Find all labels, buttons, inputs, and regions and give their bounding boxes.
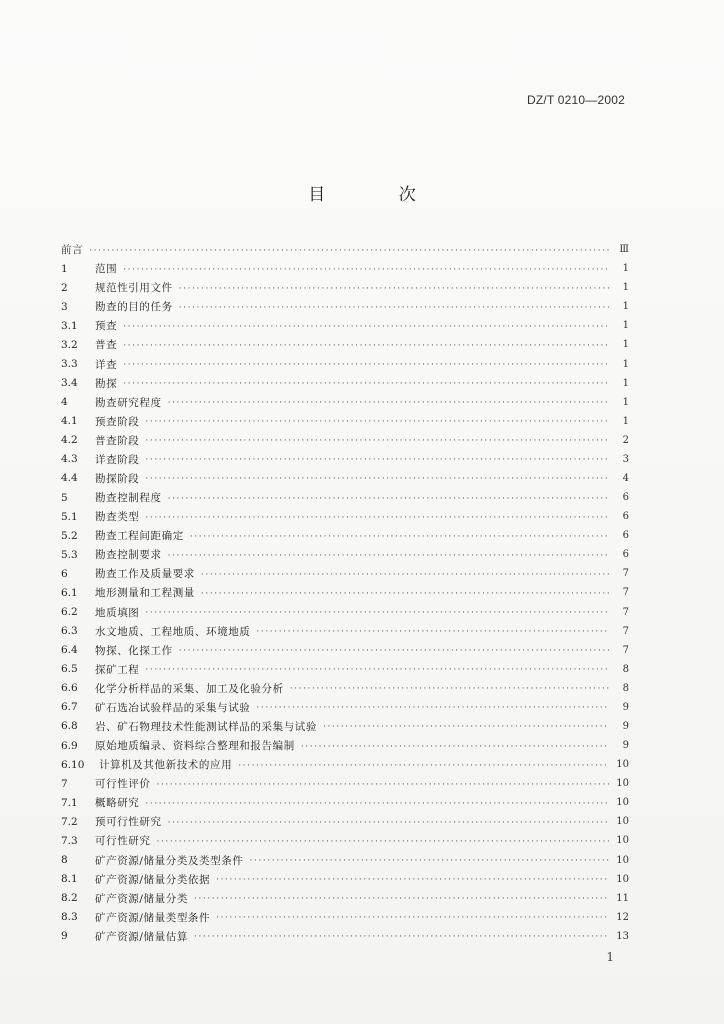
toc-entry-title: 勘查的目的任务 — [95, 301, 173, 314]
toc-dot-leader — [145, 513, 609, 523]
toc-dot-leader — [249, 856, 609, 866]
toc-entry-page: 1 — [622, 358, 629, 370]
toc-entry-number: 3 — [61, 300, 68, 313]
toc-entry-title: 矿产资源/储量估算 — [95, 930, 188, 943]
toc-entry-number: 6 — [61, 567, 68, 580]
toc-entry-title: 矿产资源/储量分类依据 — [95, 873, 211, 886]
toc-entry — [61, 908, 629, 927]
toc-entry-title: 可行性评价 — [95, 778, 151, 791]
toc-entry-number: 7.2 — [61, 815, 78, 828]
toc-entry-page: 4 — [622, 472, 629, 484]
toc-entry-title: 原始地质编录、资料综合整理和报告编制 — [95, 740, 295, 753]
toc-dot-leader — [190, 532, 609, 542]
toc-dot-leader — [168, 818, 609, 828]
toc-entry — [61, 564, 629, 583]
page-number: 1 — [606, 950, 614, 964]
toc-dot-leader — [216, 913, 609, 923]
toc-entry-title: 矿石选冶试验样品的采集与试验 — [95, 701, 251, 714]
toc-dot-leader — [168, 551, 609, 561]
toc-entry — [61, 526, 629, 545]
toc-entry-page: 10 — [616, 759, 629, 771]
toc-entry-page: 8 — [622, 663, 629, 675]
toc-entry — [61, 583, 629, 602]
toc-entry-page: 1 — [622, 282, 629, 294]
toc-entry-page: 6 — [622, 492, 629, 504]
toc-dot-leader — [89, 246, 609, 256]
toc-entry — [61, 316, 629, 335]
toc-entry-page: 10 — [616, 854, 629, 866]
standard-code: DZ/T 0210—2002 — [527, 93, 625, 107]
toc-entry-title: 可行性研究 — [95, 835, 151, 848]
toc-entry-title: 规范性引用文件 — [95, 282, 173, 295]
toc-entry-number: 7.3 — [61, 834, 78, 847]
toc-dot-leader — [145, 474, 609, 484]
toc-dot-leader — [301, 742, 609, 752]
toc-entry-number: 7.1 — [61, 796, 78, 809]
toc-entry-page: 3 — [622, 453, 629, 465]
toc-entry-number: 6.4 — [61, 644, 78, 657]
toc-entry — [61, 622, 629, 641]
toc-dot-leader — [216, 875, 609, 885]
toc-entry-number: 3.1 — [61, 319, 78, 332]
toc-entry — [61, 450, 629, 469]
toc-entry-title: 矿产资源/储量类型条件 — [95, 911, 211, 924]
toc-entry-number: 4.1 — [61, 415, 78, 428]
toc-entry — [61, 831, 629, 850]
toc-entry-page: 1 — [622, 415, 629, 427]
toc-entry-number: 4 — [61, 396, 68, 409]
toc-entry-title: 勘查工作及质量要求 — [95, 568, 195, 581]
toc-entry-page: 10 — [616, 835, 629, 847]
toc-entry-title: 勘查类型 — [95, 511, 140, 524]
toc-entry-number: 3.3 — [61, 358, 78, 370]
table-of-contents — [61, 240, 629, 946]
toc-entry — [61, 812, 629, 831]
toc-dot-leader — [168, 494, 609, 504]
toc-entry-title: 普查 — [95, 339, 118, 352]
toc-entry-number: 7 — [61, 777, 68, 790]
toc-dot-leader — [179, 284, 609, 294]
toc-entry — [61, 469, 629, 488]
toc-entry-title: 详查阶段 — [95, 453, 140, 466]
toc-entry-title: 矿产资源/储量分类 — [95, 892, 188, 905]
toc-entry-title: 勘探阶段 — [95, 472, 140, 485]
toc-dot-leader — [290, 684, 609, 694]
toc-entry — [61, 278, 629, 297]
toc-dot-leader — [194, 932, 609, 942]
toc-dot-leader — [256, 703, 609, 713]
toc-entry — [61, 488, 629, 507]
toc-entry-number: 1 — [61, 262, 68, 275]
toc-entry-page: 10 — [616, 816, 629, 828]
toc-entry-page: 7 — [622, 644, 629, 656]
toc-entry — [61, 335, 629, 354]
toc-dot-leader — [179, 646, 609, 656]
toc-entry-title: 化学分析样品的采集、加工及化验分析 — [95, 682, 284, 695]
toc-entry-number: 3.2 — [61, 338, 78, 351]
toc-dot-leader — [201, 570, 609, 580]
toc-entry — [61, 679, 629, 698]
toc-entry-number: 5.2 — [61, 529, 78, 542]
toc-entry-title: 普查阶段 — [95, 434, 140, 447]
toc-dot-leader — [145, 608, 609, 618]
toc-entry-number: 6.6 — [61, 682, 78, 695]
toc-dot-leader — [145, 799, 609, 809]
toc-entry-number: 8.3 — [61, 911, 78, 924]
toc-entry — [61, 755, 629, 774]
toc-entry-number: 6.10 — [61, 758, 85, 771]
toc-entry — [61, 774, 629, 793]
toc-entry-number: 8 — [61, 854, 68, 867]
toc-dot-leader — [194, 894, 609, 904]
toc-entry-page: 7 — [622, 587, 629, 599]
toc-entry-number: 6.2 — [61, 606, 78, 619]
toc-entry — [61, 354, 629, 373]
toc-dot-leader — [157, 780, 610, 790]
toc-dot-leader — [145, 417, 609, 427]
toc-dot-leader — [123, 379, 609, 389]
toc-entry — [61, 641, 629, 660]
toc-entry-title: 前言 — [61, 244, 84, 257]
toc-entry — [61, 698, 629, 717]
toc-entry — [61, 793, 629, 812]
toc-entry-page: 7 — [622, 625, 629, 637]
toc-entry — [61, 374, 629, 393]
toc-dot-leader — [145, 665, 609, 675]
toc-entry — [61, 736, 629, 755]
toc-entry-number: 5.1 — [61, 510, 78, 523]
toc-entry-page: 9 — [622, 740, 629, 752]
toc-dot-leader — [123, 322, 609, 332]
toc-entry-number: 3.4 — [61, 377, 78, 390]
toc-entry-title: 勘探 — [95, 377, 118, 390]
toc-entry-page: 8 — [622, 682, 629, 694]
toc-entry-number: 8.2 — [61, 892, 78, 905]
toc-dot-leader — [123, 360, 609, 370]
toc-entry-page: 11 — [616, 892, 629, 904]
toc-entry-page: 1 — [622, 320, 629, 332]
toc-entry-title: 矿产资源/储量分类及类型条件 — [95, 854, 244, 867]
toc-entry — [61, 889, 629, 908]
toc-entry-number: 6.9 — [61, 739, 78, 752]
toc-entry-number: 6.1 — [61, 586, 78, 599]
toc-entry-number: 4.4 — [61, 472, 78, 485]
toc-entry-title: 预查阶段 — [95, 415, 140, 428]
toc-entry-page: 1 — [622, 339, 629, 351]
toc-entry-page: 2 — [622, 434, 629, 446]
toc-entry-title: 岩、矿石物理技术性能测试样品的采集与试验 — [95, 720, 317, 733]
toc-entry-page: 9 — [622, 701, 629, 713]
toc-entry-title: 计算机及其他新技术的应用 — [99, 759, 233, 772]
toc-entry — [61, 393, 629, 412]
toc-entry-page: 9 — [622, 720, 629, 732]
toc-entry-page: 7 — [622, 568, 629, 580]
toc-entry-page: 7 — [622, 606, 629, 618]
toc-entry-number: 2 — [61, 281, 68, 294]
toc-entry-page: 10 — [616, 797, 629, 809]
toc-dot-leader — [323, 722, 609, 732]
toc-dot-leader — [238, 761, 609, 771]
toc-entry-page: 6 — [622, 530, 629, 542]
toc-entry — [61, 431, 629, 450]
toc-entry — [61, 507, 629, 526]
toc-dot-leader — [123, 265, 609, 275]
toc-entry — [61, 297, 629, 316]
toc-entry-title: 勘查工程间距确定 — [95, 530, 184, 543]
toc-entry — [61, 870, 629, 889]
toc-entry-number: 6.7 — [61, 701, 78, 714]
toc-entry-page: 13 — [616, 930, 629, 942]
toc-entry-title: 概略研究 — [95, 797, 140, 810]
toc-entry-number: 8.1 — [61, 873, 78, 886]
toc-entry-title: 预可行性研究 — [95, 816, 162, 829]
toc-entry-number: 6.8 — [61, 720, 78, 733]
toc-entry — [61, 927, 629, 946]
toc-entry-number: 6.3 — [61, 625, 78, 638]
toc-entry — [61, 660, 629, 679]
toc-entry — [61, 259, 629, 278]
toc-entry-title: 物探、化探工作 — [95, 644, 173, 657]
toc-dot-leader — [179, 303, 609, 313]
toc-entry — [61, 602, 629, 621]
toc-entry-page: 6 — [622, 511, 629, 523]
toc-entry — [61, 412, 629, 431]
toc-entry-page: Ⅲ — [619, 244, 629, 256]
toc-entry-title: 勘查控制要求 — [95, 549, 162, 562]
toc-entry — [61, 545, 629, 564]
toc-dot-leader — [157, 837, 610, 847]
toc-dot-leader — [145, 436, 609, 446]
toc-entry-title: 地形测量和工程测量 — [95, 587, 195, 600]
toc-entry-page: 10 — [616, 873, 629, 885]
toc-entry — [61, 717, 629, 736]
toc-entry-page: 10 — [616, 778, 629, 790]
toc-title: 目 次 — [308, 185, 450, 205]
toc-entry-title: 详查 — [95, 358, 118, 371]
toc-dot-leader — [201, 589, 609, 599]
toc-entry-title: 预查 — [95, 320, 118, 333]
toc-entry-page: 1 — [622, 301, 629, 313]
toc-entry-page: 1 — [622, 263, 629, 275]
toc-entry-number: 5.3 — [61, 548, 78, 561]
toc-entry-number: 9 — [61, 930, 68, 943]
toc-entry-page: 1 — [622, 396, 629, 408]
toc-dot-leader — [168, 398, 609, 408]
toc-entry-title: 探矿工程 — [95, 663, 140, 676]
toc-entry-page: 12 — [616, 911, 629, 923]
toc-entry-title: 地质填图 — [95, 606, 140, 619]
toc-entry-page: 1 — [622, 377, 629, 389]
toc-entry-number: 4.3 — [61, 453, 78, 466]
toc-entry-number: 5 — [61, 491, 68, 504]
toc-dot-leader — [123, 341, 609, 351]
toc-entry-title: 勘查研究程度 — [95, 396, 162, 409]
toc-entry-title: 范围 — [95, 263, 118, 276]
toc-entry-page: 6 — [622, 549, 629, 561]
toc-entry — [61, 851, 629, 870]
toc-entry-title: 水文地质、工程地质、环境地质 — [95, 625, 251, 638]
toc-dot-leader — [145, 455, 609, 465]
toc-entry-number: 6.5 — [61, 663, 78, 676]
toc-entry-title: 勘查控制程度 — [95, 492, 162, 505]
toc-dot-leader — [256, 627, 609, 637]
toc-entry-number: 4.2 — [61, 434, 78, 447]
toc-entry — [61, 240, 629, 259]
